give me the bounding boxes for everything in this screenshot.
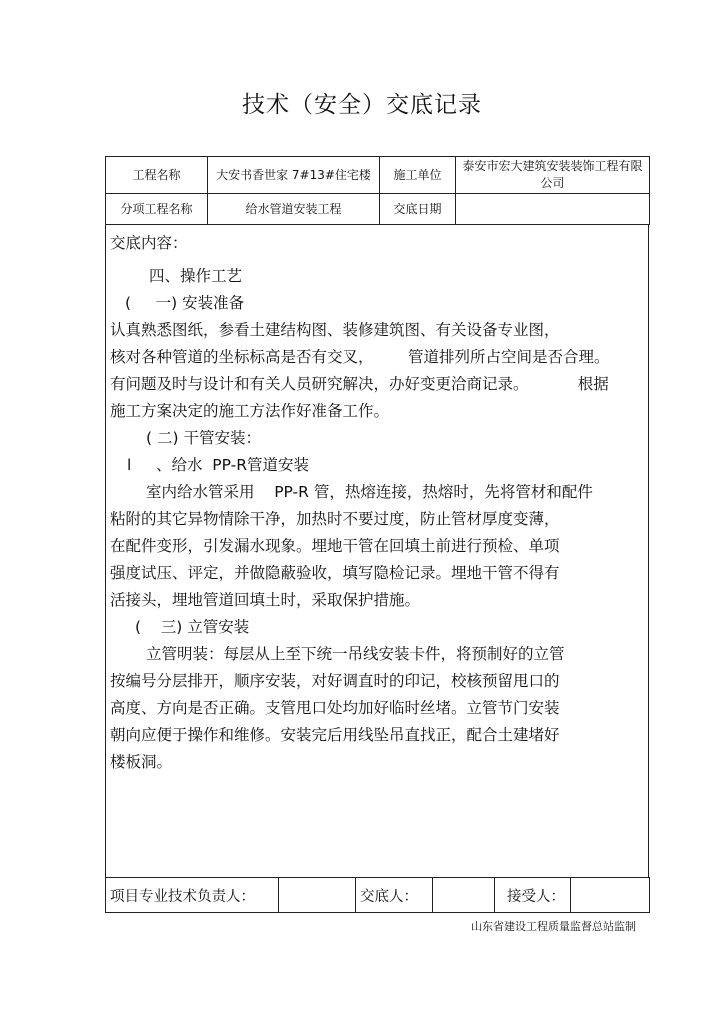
contractor-value: 泰安市宏大建筑安装装饰工程有限公司 <box>456 157 650 194</box>
project-name-value: 大安书香世家 7#13#住宅楼 <box>208 157 380 194</box>
sub-project-value: 给水管道安装工程 <box>208 194 380 225</box>
content-line: 朝向应便于操作和维修。安装完后用线坠吊直找正，配合土建堵好 <box>110 726 560 744</box>
content-line: ( 三) 立管安装 <box>135 618 250 636</box>
content-line: 立管明装：每层从上至下统一吊线安装卡件，将预制好的立管 <box>146 645 565 663</box>
content-line: 室内给水管采用 PP-R 管，热熔连接，热熔时，先将管材和配件 <box>146 483 593 501</box>
contractor-label: 施工单位 <box>380 157 456 194</box>
receiver-label: 接受人： <box>495 878 571 913</box>
date-label: 交底日期 <box>380 194 456 225</box>
content-line: 施工方案决定的施工方法作好准备工作。 <box>110 402 390 420</box>
content-line: 按编号分层排开，顺序安装，对好调直时的印记，校核预留甩口的 <box>110 672 560 690</box>
content-line: 核对各种管道的坐标标高是否有交叉， 管道排列所占空间是否合理。 <box>110 348 610 366</box>
content-line: 楼板洞。 <box>110 753 173 771</box>
content-line: 活接头，埋地管道回填土时，采取保护措施。 <box>110 591 421 609</box>
date-value <box>456 194 650 225</box>
signature-table <box>105 877 650 913</box>
receiver-signature <box>571 878 650 913</box>
content-line: l 、给水 PP-R管道安装 <box>127 456 310 474</box>
content-line: 四、操作工艺 <box>149 267 243 285</box>
content-line: ( 二) 干管安装： <box>146 429 261 447</box>
supervision-note: 山东省建设工程质量监督总站监制 <box>471 920 636 933</box>
project-name-label: 工程名称 <box>106 157 208 194</box>
content-line: 高度、方向是否正确。支管甩口处均加好临时丝堵。立管节门安装 <box>110 699 560 717</box>
content-box <box>105 224 649 878</box>
content-heading: 交底内容： <box>110 234 188 252</box>
content-line: 强度试压、评定，并做隐蔽验收，填写隐检记录。埋地干管不得有 <box>110 564 560 582</box>
discloser-label: 交底人： <box>356 878 433 913</box>
discloser-signature <box>433 878 495 913</box>
header-table <box>105 156 650 225</box>
content-line: 在配件变形，引发漏水现象。埋地干管在回填土前进行预检、单项 <box>110 537 560 555</box>
content-line: 认真熟悉图纸，参看土建结构图、装修建筑图、有关设备专业图， <box>110 321 560 339</box>
sub-project-label: 分项工程名称 <box>106 194 208 225</box>
tech-lead-label: 项目专业技术负责人： <box>106 878 279 913</box>
content-line: 粘附的其它异物情除干净，加热时不要过度，防止管材厚度变薄， <box>110 510 560 528</box>
content-line: 有问题及时与设计和有关人员研究解决，办好变更洽商记录。 根据 <box>110 375 609 393</box>
content-line: ( 一) 安装准备 <box>125 294 245 312</box>
tech-lead-signature <box>279 878 356 913</box>
document-title: 技术（安全）交底记录 <box>242 92 482 118</box>
